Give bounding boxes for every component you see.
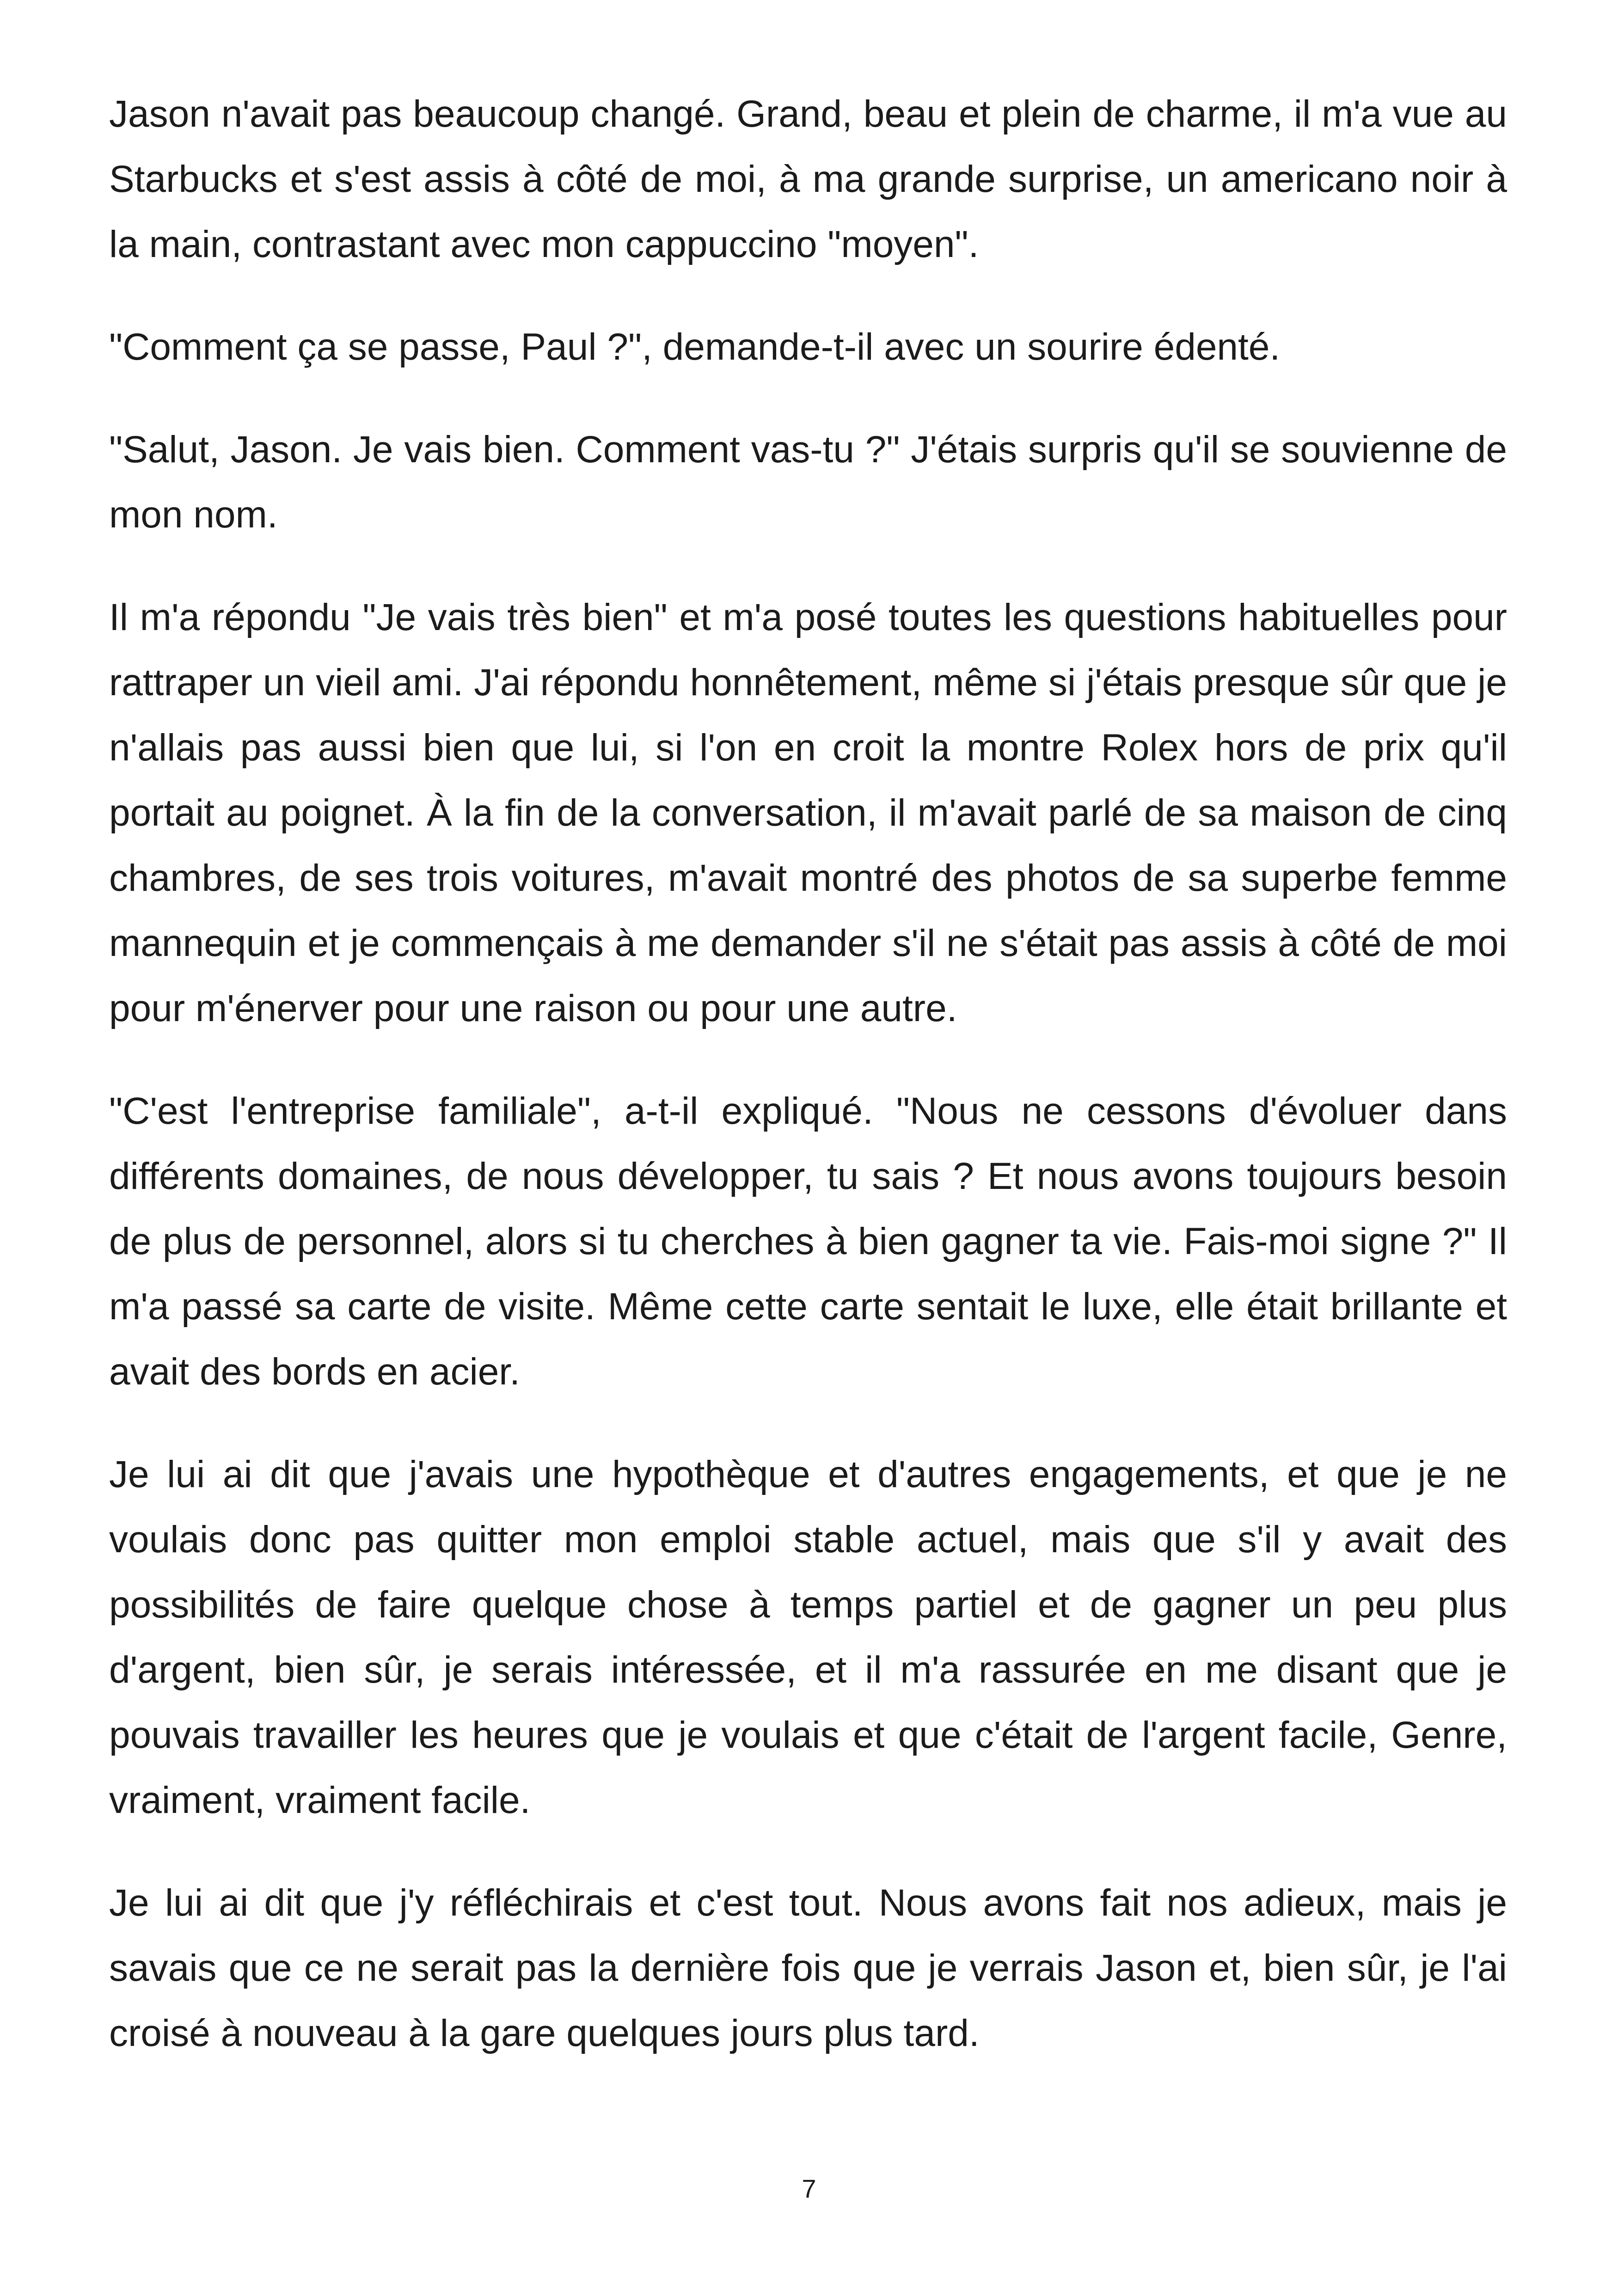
paragraph-2: "Comment ça se passe, Paul ?", demande-t-il avec un sourire édenté. <box>109 326 1281 368</box>
paragraph-6: Je lui ai dit que j'avais une hypothèque et d'autres engagements, et que je ne voulais donc pas quitter mon emploi stable actuel, mais que s'il y avait des possibilités de faire quelque chose à temps partiel et de gagner un peu plus d'argent, bien sûr, je serais intéressée, et il m'a rassurée en me disant que je pouvais travailler les heures que je voulais et que c'était de l'argent facile, Genre, vraiment, vraiment facile. <box>109 1453 1507 1821</box>
paragraph-4: Il m'a répondu "Je vais très bien" et m'a posé toutes les questions habituelles pour rattraper un vieil ami. J'ai répondu honnêtement, même si j'étais presque sûr que je n'allais pas aussi bien que lui, si l'on en croit la montre Rolex hors de prix qu'il portait au poignet. À la fin de la conversation, il m'avait parlé de sa maison de cinq chambres, de ses trois voitures, m'avait montré des photos de sa superbe femme mannequin et je commençais à me demander s'il ne s'était pas assis à côté de moi pour m'énerver pour une raison ou pour une autre. <box>109 596 1507 1029</box>
paragraph-7: Je lui ai dit que j'y réfléchirais et c'est tout. Nous avons fait nos adieux, mais je savais que ce ne serait pas la dernière fois que je verrais Jason et, bien sûr, je l'ai croisé à nouveau à la gare quelques jours plus tard. <box>109 1882 1507 2054</box>
paragraph-3: "Salut, Jason. Je vais bien. Comment vas-tu ?" J'étais surpris qu'il se souvienne de mon nom. <box>109 429 1507 536</box>
page-number: 7 <box>802 2174 816 2203</box>
paragraph-5: "C'est l'entreprise familiale", a-t-il expliqué. "Nous ne cessons d'évoluer dans différents domaines, de nous développer, tu sais ? Et nous avons toujours besoin de plus de personnel, alors si tu cherches à bien gagner ta vie. Fais-moi signe ?" Il m'a passé sa carte de visite. Même cette carte sentait le luxe, elle était brillante et avait des bords en acier. <box>109 1090 1507 1393</box>
paragraph-1: Jason n'avait pas beaucoup changé. Grand, beau et plein de charme, il m'a vue au Starbucks et s'est assis à côté de moi, à ma grande surprise, un americano noir à la main, contrastant avec mon cappuccino "moyen". <box>109 93 1507 265</box>
document-body <box>109 81 1507 2103</box>
